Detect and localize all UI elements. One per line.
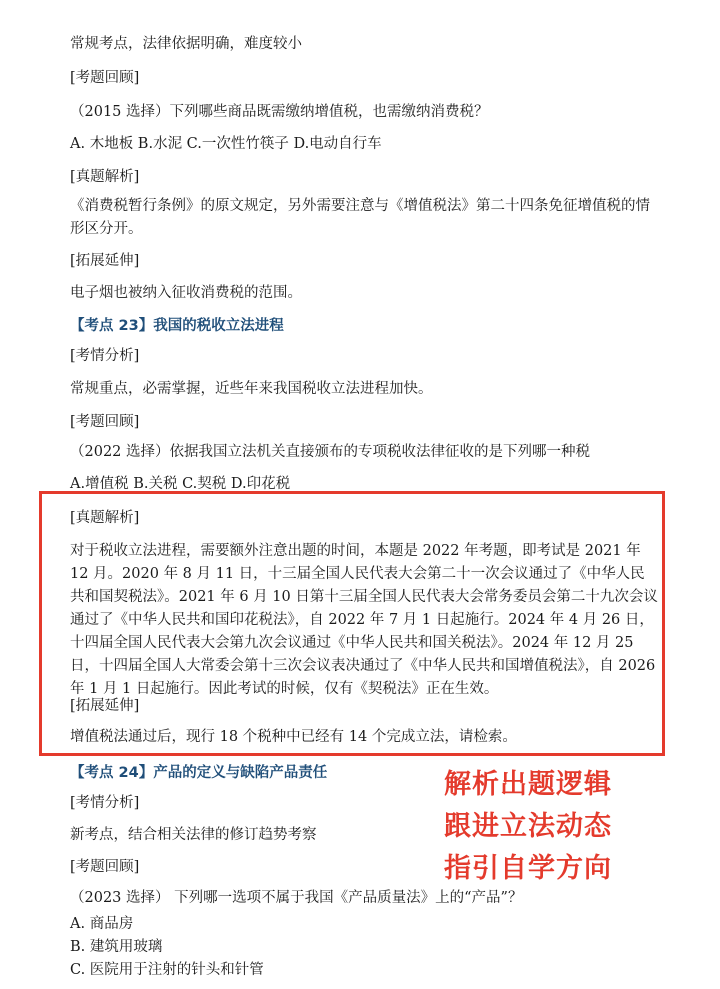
options-2015: A. 木地板 B.水泥 C.一次性竹筷子 D.电动自行车: [70, 136, 382, 152]
label-extension: [拓展延伸]: [70, 253, 140, 269]
extension-2015: 电子烟也被纳入征收消费税的范围。: [70, 285, 302, 301]
question-2023: （2023 选择） 下列哪一选项不属于我国《产品质量法》上的“产品”？: [70, 890, 523, 906]
options-2022: A.增值税 B.关税 C.契税 D.印花税: [70, 476, 291, 492]
question-2022: （2022 选择）依据我国立法机关直接颁布的专项税收法律征收的是下列哪一种税: [70, 444, 591, 460]
label-situation: [考情分析]: [70, 348, 140, 364]
label-analysis-23: [真题解析]: [70, 510, 140, 526]
analysis-2022: 对于税收立法进程，需要额外注意出题的时间，本题是 2022 年考题，即考试是 2021 年 12 月。2020 年 8 月 11 日，十三届全国人民代表大会第二十一次会议通过了《中华人民共和国契税法》。2021 年 6 月 10 日第十三届全国人民代表大会常务委员会第二十九次会议通过了《中华人民共和国印花税法》，自 2022 年 7 月 1 日起施行。2024 年 4 月 26 日，十四届全国人民代表大会第九次会议通过《中华人民共和国关税法》。2024 年 12 月 25 日，十四届全国人大常委会第十三次会议表决通过了《中华人民共和国增值税法》，自 2026 年 1 月 1 日起施行。因此考试的时候，仅有《契税法》正在生效。: [70, 543, 658, 697]
section-heading-24: 【考点 24】产品的定义与缺陷产品责任: [70, 765, 328, 781]
extension-23: 增值税法通过后，现行 18 个税种中已经有 14 个完成立法，请检索。: [70, 729, 517, 745]
label-extension-23: [拓展延伸]: [70, 698, 140, 714]
note-line-2: 跟进立法动态: [444, 811, 612, 842]
option-c: C. 医院用于注射的针头和针管: [70, 962, 264, 978]
label-review-24: [考题回顾]: [70, 859, 140, 875]
note-line-3: 指引自学方向: [444, 853, 612, 884]
label-review: [考题回顾]: [70, 70, 140, 86]
label-review-23: [考题回顾]: [70, 414, 140, 430]
option-a: A. 商品房: [70, 916, 134, 932]
label-situation-24: [考情分析]: [70, 795, 140, 811]
situation-24: 新考点，结合相关法律的修订趋势考察: [70, 827, 317, 843]
note-line-1: 解析出题逻辑: [444, 769, 612, 800]
question-2015: （2015 选择）下列哪些商品既需缴纳增值税，也需缴纳消费税？: [70, 104, 489, 120]
analysis-2015: 《消费税暂行条例》的原文规定，另外需要注意与《增值税法》第二十四条免征增值税的情形区分开。: [70, 198, 650, 237]
section-heading-23: 【考点 23】我国的税收立法进程: [70, 318, 284, 334]
label-analysis: [真题解析]: [70, 169, 140, 185]
option-b: B. 建筑用玻璃: [70, 939, 163, 955]
highlight-note: [444, 764, 612, 890]
paragraph-difficulty: 常规考点，法律依据明确，难度较小: [70, 36, 302, 52]
situation-23: 常规重点，必需掌握，近些年来我国税收立法进程加快。: [70, 381, 433, 397]
